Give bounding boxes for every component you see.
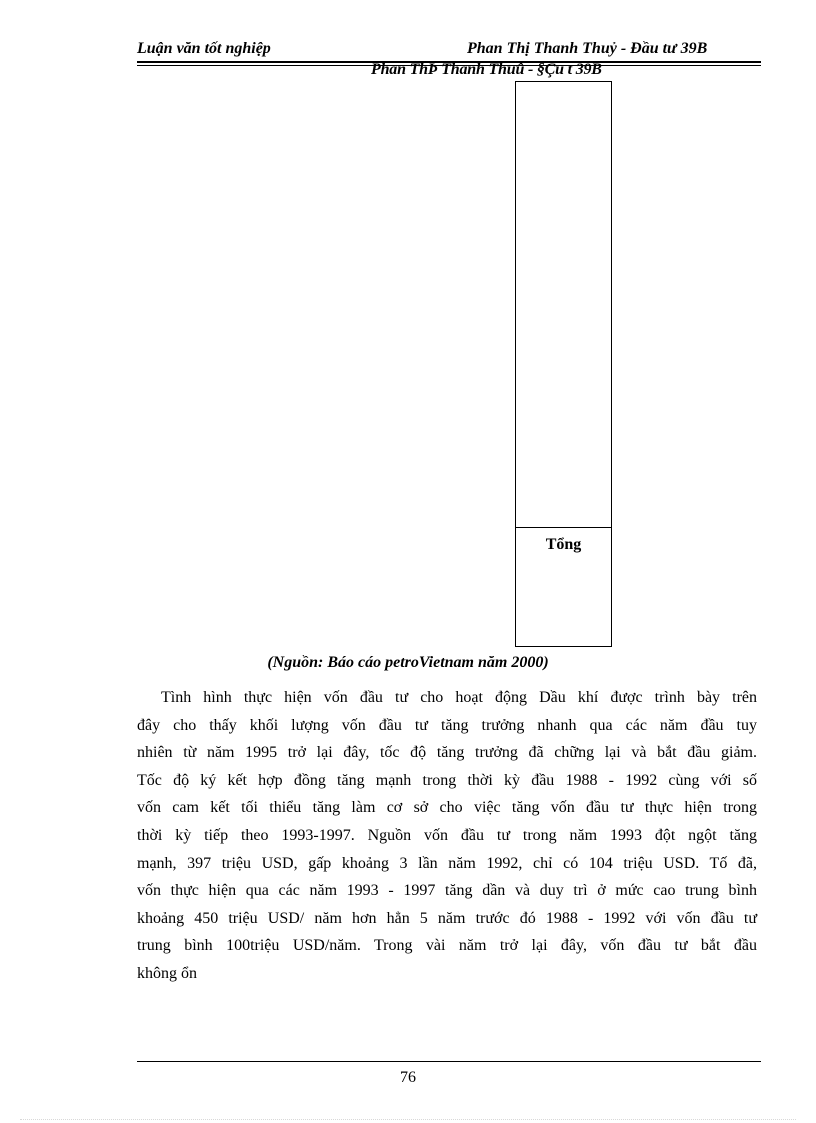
page-number: 76	[400, 1069, 416, 1086]
paragraph-line: Tốc độ ký kết hợp đồng tăng mạnh trong thời kỳ đầu 1988 - 1992 cùng với số	[137, 771, 757, 789]
paragraph-line: khoảng 450 triệu USD/ năm hơn hẳn 5 năm trước đó 1988 - 1992 với vốn đầu tư	[137, 909, 757, 927]
paragraph-line: nhiên từ năm 1995 trở lại đây, tốc độ tăng trưởng đã chững lại và bắt đầu giảm.	[137, 744, 757, 762]
paragraph-line: Tình hình thực hiện vốn đầu tư cho hoạt động Dầu khí được trình bày trên	[161, 689, 757, 706]
paragraph-line: không ổn	[137, 964, 197, 982]
paragraph-line: vốn thực hiện qua các năm 1993 - 1997 tăng dần và duy trì ở mức cao trung bình	[137, 882, 757, 900]
header-thesis-title: Luận văn tốt nghiệp	[137, 40, 271, 57]
header-author: Phan Thị Thanh Thuỷ - Đầu tư 39B	[467, 40, 708, 57]
body-paragraph	[137, 684, 757, 988]
paragraph-line: vốn cam kết tối thiểu tăng làm cơ sở cho việc tăng vốn đầu tư thực hiện trong	[137, 799, 757, 817]
paragraph-line: trung bình 100triệu USD/năm. Trong vài năm trở lại đây, vốn đầu tư bắt đầu	[137, 937, 757, 955]
paragraph-line: mạnh, 397 triệu USD, gấp khoảng 3 lần năm 1992, chỉ có 104 triệu USD. Tố đã,	[137, 854, 757, 872]
table-total-label: Tổng	[545, 536, 582, 553]
footer-rule	[137, 1061, 761, 1062]
source-caption: (Nguồn: Báo cáo petroVietnam năm 2000)	[267, 654, 549, 671]
page-edge	[20, 1119, 796, 1120]
paragraph-line: thời kỳ tiếp theo 1993-1997. Nguồn vốn đầu tư trong năm 1993 đột ngột tăng	[137, 826, 757, 844]
table-divider	[516, 527, 611, 528]
header-author-garbled: Phan ThÞ Thanh Thuû - §Çu t 39B	[371, 61, 602, 78]
paragraph-line: đây cho thấy khối lượng vốn đầu tư tăng trưởng nhanh qua các năm đầu tuy	[137, 716, 757, 734]
table-column	[515, 81, 612, 647]
